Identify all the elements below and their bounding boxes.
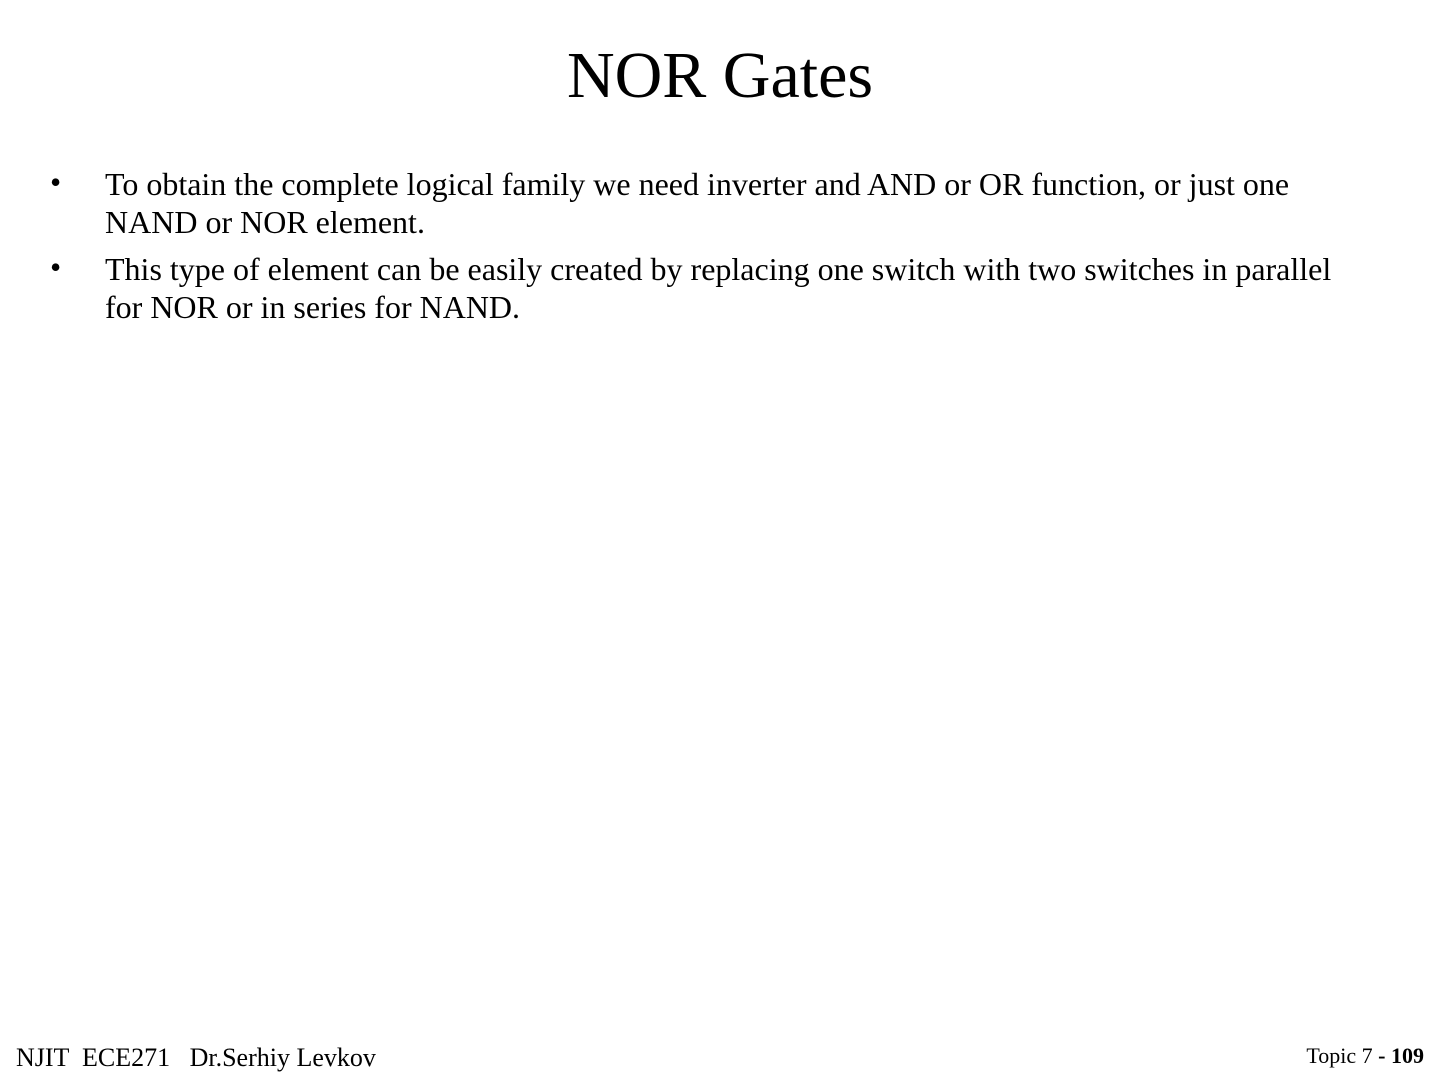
footer-slide-number	[1306, 1042, 1424, 1070]
bullet-text: This type of element can be easily created by replacing one switch with two switches in parallel for NOR or in series for NAND.	[105, 251, 1332, 325]
bullet-marker: •	[50, 164, 62, 200]
footer-separator: -	[1378, 1043, 1391, 1068]
bullet-item	[50, 165, 1350, 241]
footer-topic-label: Topic 7	[1306, 1043, 1379, 1068]
footer-course-info: NJIT ECE271 Dr.Serhiy Levkov	[16, 1043, 376, 1072]
bullet-marker: •	[50, 249, 62, 285]
bullet-list	[50, 165, 1350, 335]
bullet-text: To obtain the complete logical family we need inverter and AND or OR function, or just one NAND or NOR element.	[105, 166, 1290, 240]
page-number: 109	[1391, 1043, 1424, 1068]
bullet-item	[50, 250, 1350, 326]
slide-title: NOR Gates	[566, 39, 874, 112]
